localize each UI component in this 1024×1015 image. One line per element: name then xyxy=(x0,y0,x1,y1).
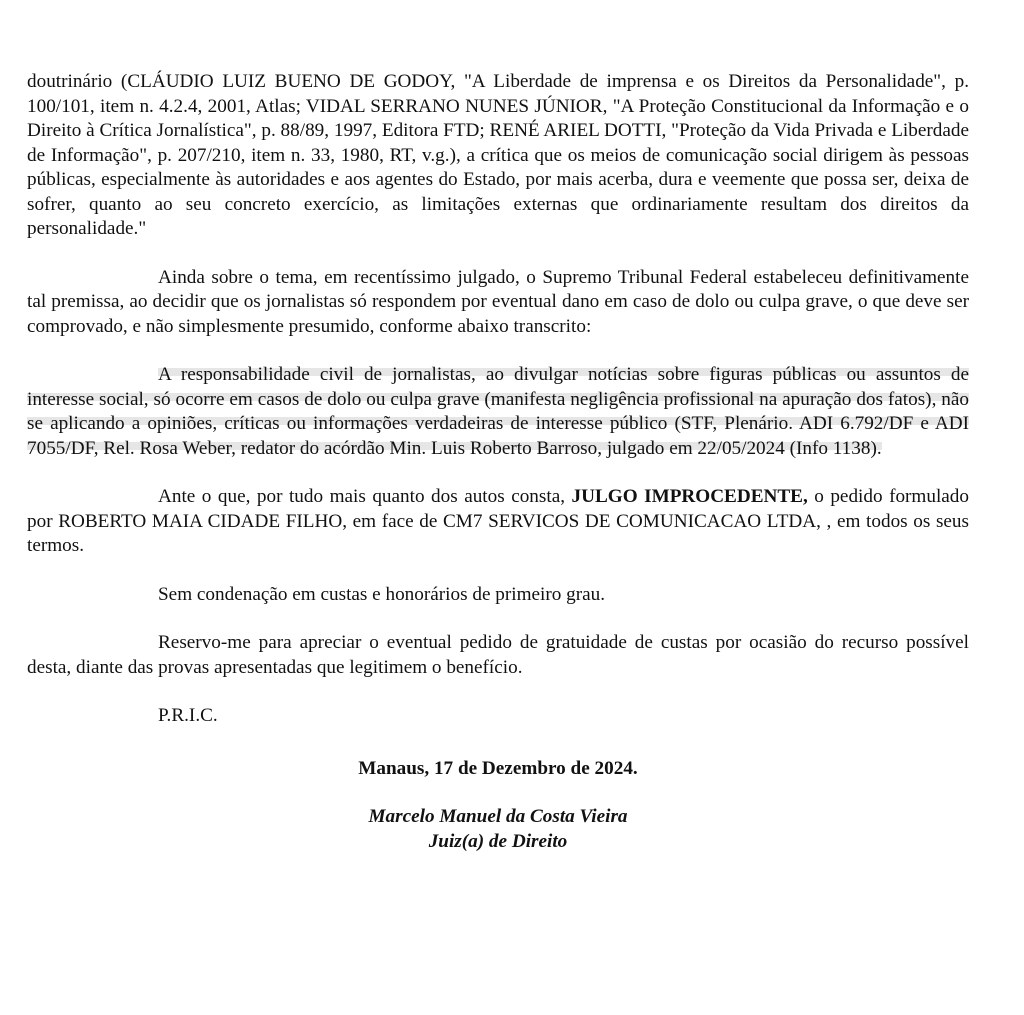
paragraph-gratuity: Reservo-me para apreciar o eventual pedido de gratuidade de custas por ocasião do recurso possível desta, diante das provas apresentadas que legitimem o benefício. xyxy=(27,632,969,678)
quoted-precedent-text: A responsabilidade civil de jornalistas, ao divulgar notícias sobre figuras públicas ou assuntos de interesse social, só ocorre em casos de dolo ou culpa grave (manifesta negligência profissional na apuração dos fatos), não se aplicando a opiniões, críticas ou informações verdadeiras de interesse público (STF, Plenário. ADI 6.792/DF e ADI 7055/DF, Rel. Rosa Weber, redator do acórdão Min. Luis Roberto Barroso, julgado em 22/05/2024 (Info 1138). xyxy=(27,364,969,459)
paragraph-costs: Sem condenação em custas e honorários de primeiro grau. xyxy=(158,583,606,605)
paragraph-stf-precedent-intro: Ainda sobre o tema, em recentíssimo julgado, o Supremo Tribunal Federal estabeleceu definitivamente tal premissa, ao decidir que os jornalistas só respondem por eventual dano em caso de dolo ou culpa grave, o que deve ser comprovado, e não simplesmente presumido, conforme abaixo transcrito: xyxy=(27,266,969,337)
ruling-text-after: o pedido formulado por ROBERTO MAIA CIDADE FILHO, em face de CM7 SERVICOS DE COMUNICACAO LTDA, , em todos os seus termos. xyxy=(27,486,969,556)
ruling-verdict: JULGO IMPROCEDENTE, xyxy=(571,486,808,507)
pric-abbreviation: P.R.I.C. xyxy=(158,705,218,726)
document-page xyxy=(27,70,969,854)
signer-name: Marcelo Manuel da Costa Vieira xyxy=(368,806,628,827)
paragraph-ruling xyxy=(27,485,969,559)
paragraph-doctrine-citation: doutrinário (CLÁUDIO LUIZ BUENO DE GODOY, "A Liberdade de imprensa e os Direitos da Personalidade", p. 100/101, item n. 4.2.4, 2001, Atlas; VIDAL SERRANO NUNES JÚNIOR, "A Proteção Constitucional da Informação e o Direito à Crítica Jornalística", p. 88/89, 1997, Editora FTD; RENÉ ARIEL DOTTI, "Proteção da Vida Privada e Liberdade de Informação", p. 207/210, item n. 33, 1980, RT, v.g.), a crítica que os meios de comunicação social dirigem às pessoas públicas, especialmente às autoridades e aos agentes do Estado, por mais acerba, dura e veemente que possa ser, deixa de sofrer, quanto ao seu concreto exercício, as limitações externas que ordinariamente resultam dos direitos da personalidade." xyxy=(27,71,969,239)
ruling-text-before: Ante o que, por tudo mais quanto dos autos consta, xyxy=(158,486,572,507)
place-date: Manaus, 17 de Dezembro de 2024. xyxy=(358,757,638,779)
signer-title: Juiz(a) de Direito xyxy=(428,830,568,852)
quoted-precedent xyxy=(27,363,969,461)
